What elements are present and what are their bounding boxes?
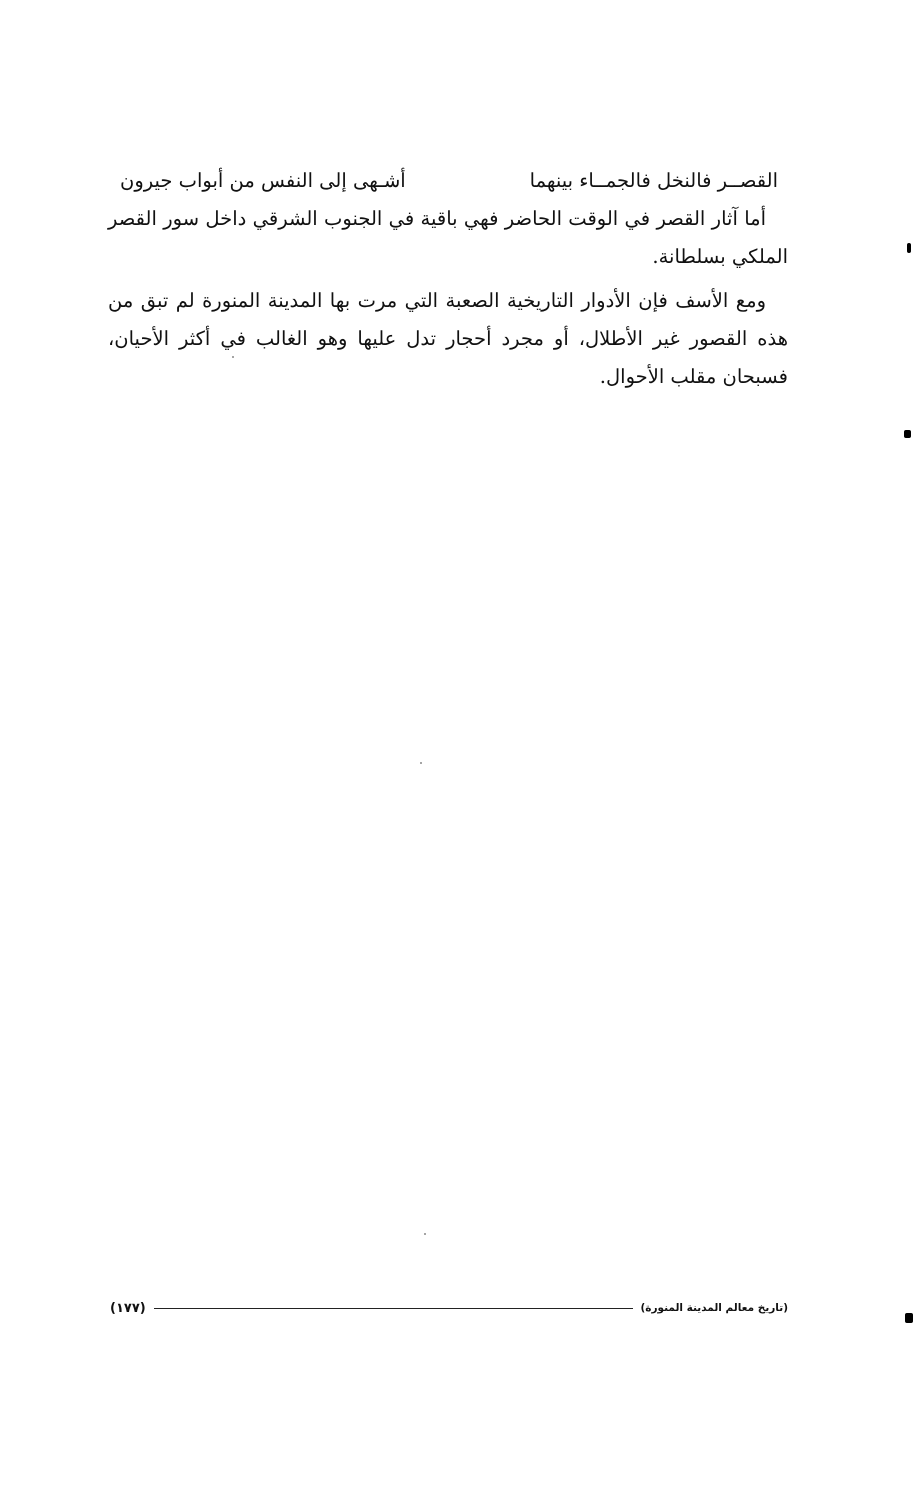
paragraph-historical-note: ومع الأسف فإن الأدوار التاريخية الصعبة التي مرت بها المدينة المنورة لم تبق من هذه القصور غير الأطلال، أو مجرد أحجار تدل عليها وهو الغالب في أكثر الأحيان، فسبحان مقلب الأحوال.: [108, 289, 788, 388]
footer-book-title: (تاريخ معالم المدينة المنورة): [640, 1302, 788, 1314]
verse-second-hemistich: أشـهى إلى النفس من أبواب جيرون: [120, 169, 406, 192]
scan-speck: [232, 356, 234, 358]
scan-mark: [905, 1313, 913, 1323]
paragraph-palace-remains: أما آثار القصر في الوقت الحاضر فهي باقية في الجنوب الشرقي داخل سور القصر الملكي بسلطانة.: [108, 207, 788, 268]
scan-mark: [907, 243, 911, 253]
scan-speck: [420, 762, 422, 764]
verse-first-hemistich: القصــر فالنخل فالجمــاء بينهما: [529, 169, 778, 192]
page-number: (١٧٧): [110, 1300, 146, 1316]
page-footer: [110, 1296, 788, 1320]
body-text: [108, 162, 788, 396]
scan-mark: [904, 430, 911, 438]
footer-divider: [154, 1308, 633, 1309]
poem-verse: [108, 162, 788, 200]
scan-speck: [424, 1233, 426, 1235]
